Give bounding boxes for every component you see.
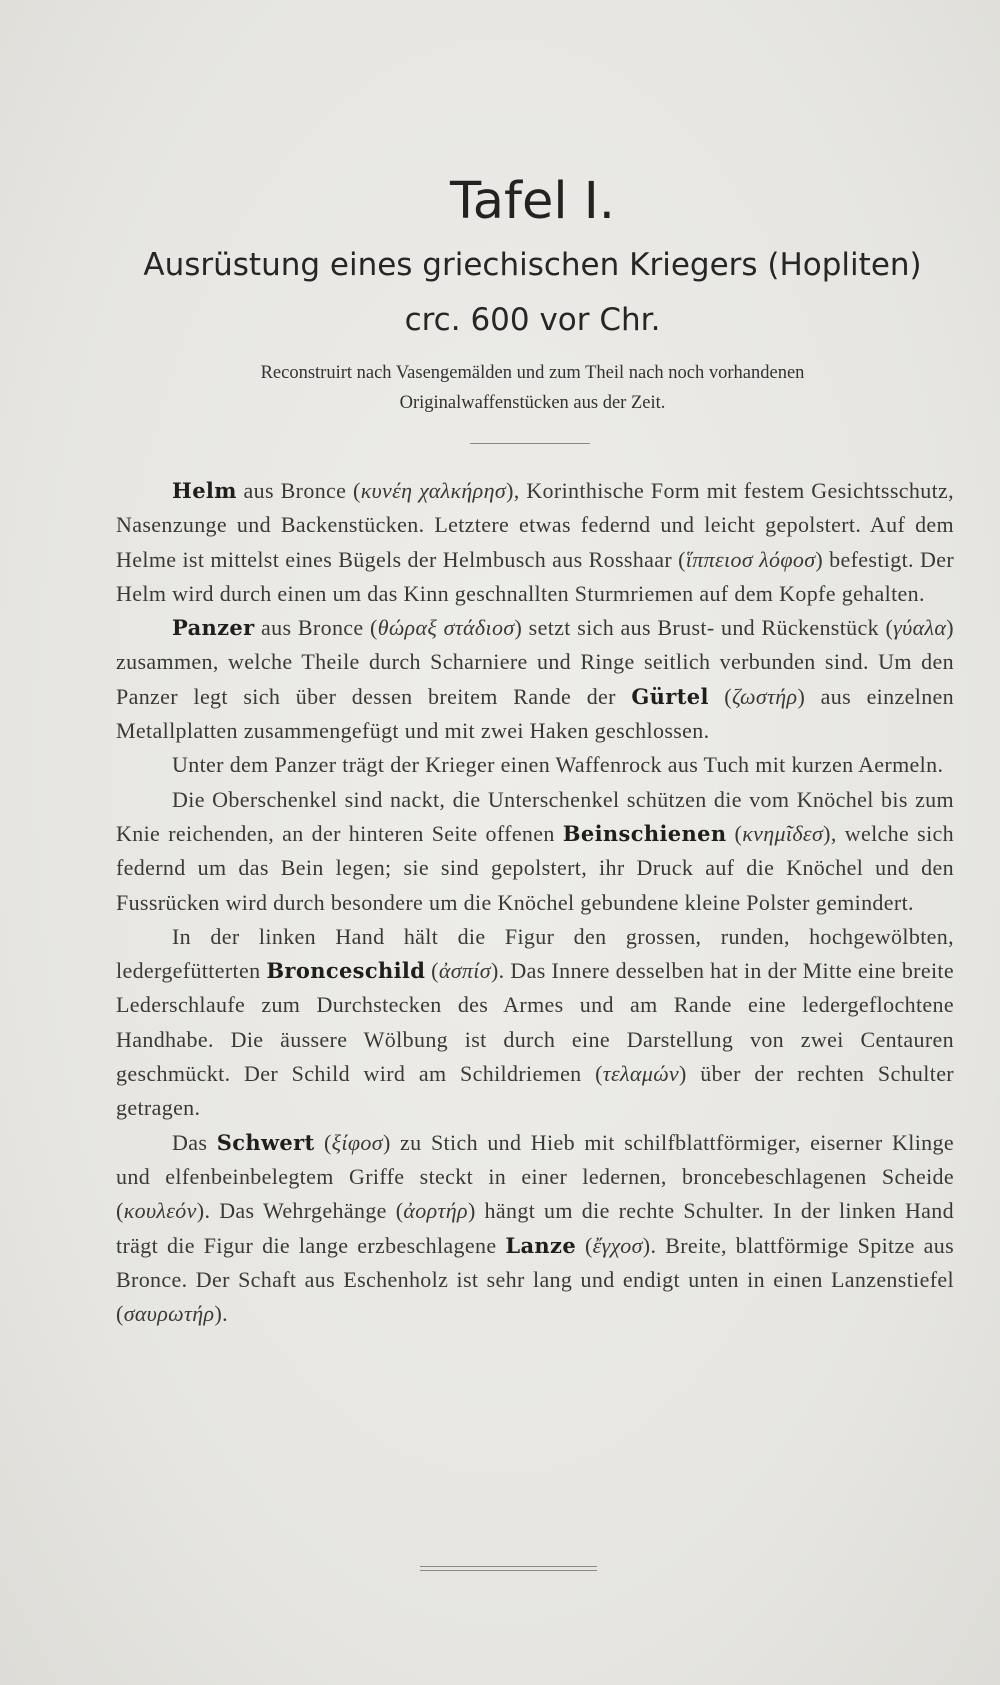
text-span: ) setzt sich aus Brust- und Rückenstück ( (514, 615, 894, 641)
text-span: aus Bronce ( (236, 478, 361, 503)
term-beinschienen: Beinschienen (562, 820, 727, 846)
text-span: ). (214, 1301, 228, 1327)
greek-term: γύαλα (893, 615, 947, 641)
greek-term: θώραξ στάδιοσ (377, 615, 515, 641)
text-span: ), welche sich federnd um das Bein legen; sie sind gepolstert, ihr Druck auf die Knöchel und den Fussrücken wird durch besondere um die Knöchel gebundene kleine Polster gemindert. (116, 820, 955, 915)
text-span: ). Das Wehrgehänge ( (196, 1198, 404, 1224)
text-span: ) zusammen, welche Theile durch Scharniere und Ringe seitlich verbunden sind. Um den Panzer legt sich über dessen breitem Rande der (116, 615, 954, 709)
source-note-line-1: Reconstruirt nach Vasengemälden und zum Theil nach noch vorhandenen (260, 363, 805, 383)
greek-term: ἔγχοσ (592, 1232, 643, 1258)
text-span: ) aus einzelnen Metallplatten zusammengefügt und mit zwei Haken geschlossen. (116, 683, 955, 744)
text-span: ( (708, 683, 732, 709)
term-guertel: Gürtel (631, 683, 709, 709)
greek-term: ἀσπίσ (438, 958, 491, 984)
paragraph-waffenrock: Unter dem Panzer trägt der Krieger einen Waffenrock aus Tuch mit kurzen Aermeln. (172, 752, 944, 778)
text-span: Die Oberschenkel sind nackt, die Unterschenkel schützen die vom Knöchel bis zum Knie reichenden, an der hinteren Seite offenen (116, 786, 954, 846)
source-note (150, 358, 915, 418)
text-span: ). Breite, blattförmige Spitze aus Bronce. Der Schaft aus Eschenholz ist sehr lang und endigt unten in einen Lanzenstiefel ( (116, 1232, 954, 1327)
term-schwert: Schwert (216, 1129, 315, 1155)
plate-date: crc. 600 vor Chr. (404, 302, 661, 338)
greek-term: τελαμών (602, 1061, 680, 1087)
greek-term: κουλεόν (123, 1198, 197, 1224)
paragraph-helm (116, 474, 954, 611)
text-span: ) über der rechten Schulter getragen. (116, 1061, 954, 1121)
text-span: ) hängt um die rechte Schulter. In der linken Hand trägt die Figur die lange erzbeschlagene (116, 1198, 954, 1258)
paragraph-panzer (116, 611, 954, 748)
text-span: ( (425, 958, 439, 984)
term-lanze: Lanze (505, 1232, 577, 1258)
term-helm: Helm (172, 478, 237, 503)
paragraph-bronceschild (116, 920, 954, 1126)
text-span: ) zu Stich und Hieb mit schilfblattförmiger, eiserner Klinge und elfenbeinbelegtem Griffe steckt in einer ledernen, broncebeschlagenen Scheide ( (116, 1129, 954, 1224)
text-span: ( (726, 820, 743, 846)
term-bronceschild: Bronceschild (266, 958, 426, 984)
section-divider (470, 443, 590, 444)
text-span: ), Korinthische Form mit festem Gesichtsschutz, Nasenzunge und Backenstücken. Letztere etwas federnd und leicht gepolstert. Auf dem Helme ist mittelst eines Bügels der Helmbusch aus Rosshaar ( (116, 478, 954, 572)
text-span: Das (172, 1129, 217, 1155)
text-span: In der linken Hand hält die Figur den grossen, runden, hochgewölbten, ledergefütterten (116, 923, 954, 984)
greek-term: ξίφοσ (331, 1129, 383, 1155)
text-span: ). Das Innere desselben hat in der Mitte eine breite Lederschlaufe zum Durchstecken des Armes und am Rande eine ledergeflochtene Handhabe. Die äussere Wölbung ist durch eine Darstellung von zwei Centauren geschmückt. Der Schild wird am Schildriemen ( (116, 958, 954, 1087)
text-span: ( (576, 1232, 593, 1258)
source-note-line-2: Originalwaffenstücken aus der Zeit. (399, 393, 666, 413)
text-span: aus Bronce ( (254, 615, 378, 641)
greek-term: ἵππειοσ λόφοσ (685, 546, 816, 572)
greek-term: σαυρωτήρ (123, 1301, 215, 1327)
plate-title: Tafel I. (450, 172, 615, 231)
term-panzer: Panzer (172, 615, 255, 641)
greek-term: κυνέη χαλκήρησ (360, 478, 507, 503)
paragraph-beinschienen (116, 783, 954, 920)
paragraph-schwert (116, 1126, 954, 1332)
end-divider (420, 1566, 597, 1571)
text-span: ( (314, 1129, 332, 1155)
greek-term: ζωστήρ (731, 683, 798, 709)
plate-subtitle: Ausrüstung eines griechischen Kriegers (Hopliten) (143, 247, 922, 283)
greek-term: κνημῖδεσ (742, 820, 824, 846)
body-text (116, 474, 954, 1331)
text-span: ) befestigt. Der Helm wird durch einen um das Kinn geschnallten Sturmriemen auf dem Kopfe gehalten. (116, 546, 954, 606)
greek-term: ἀορτήρ (403, 1198, 468, 1224)
